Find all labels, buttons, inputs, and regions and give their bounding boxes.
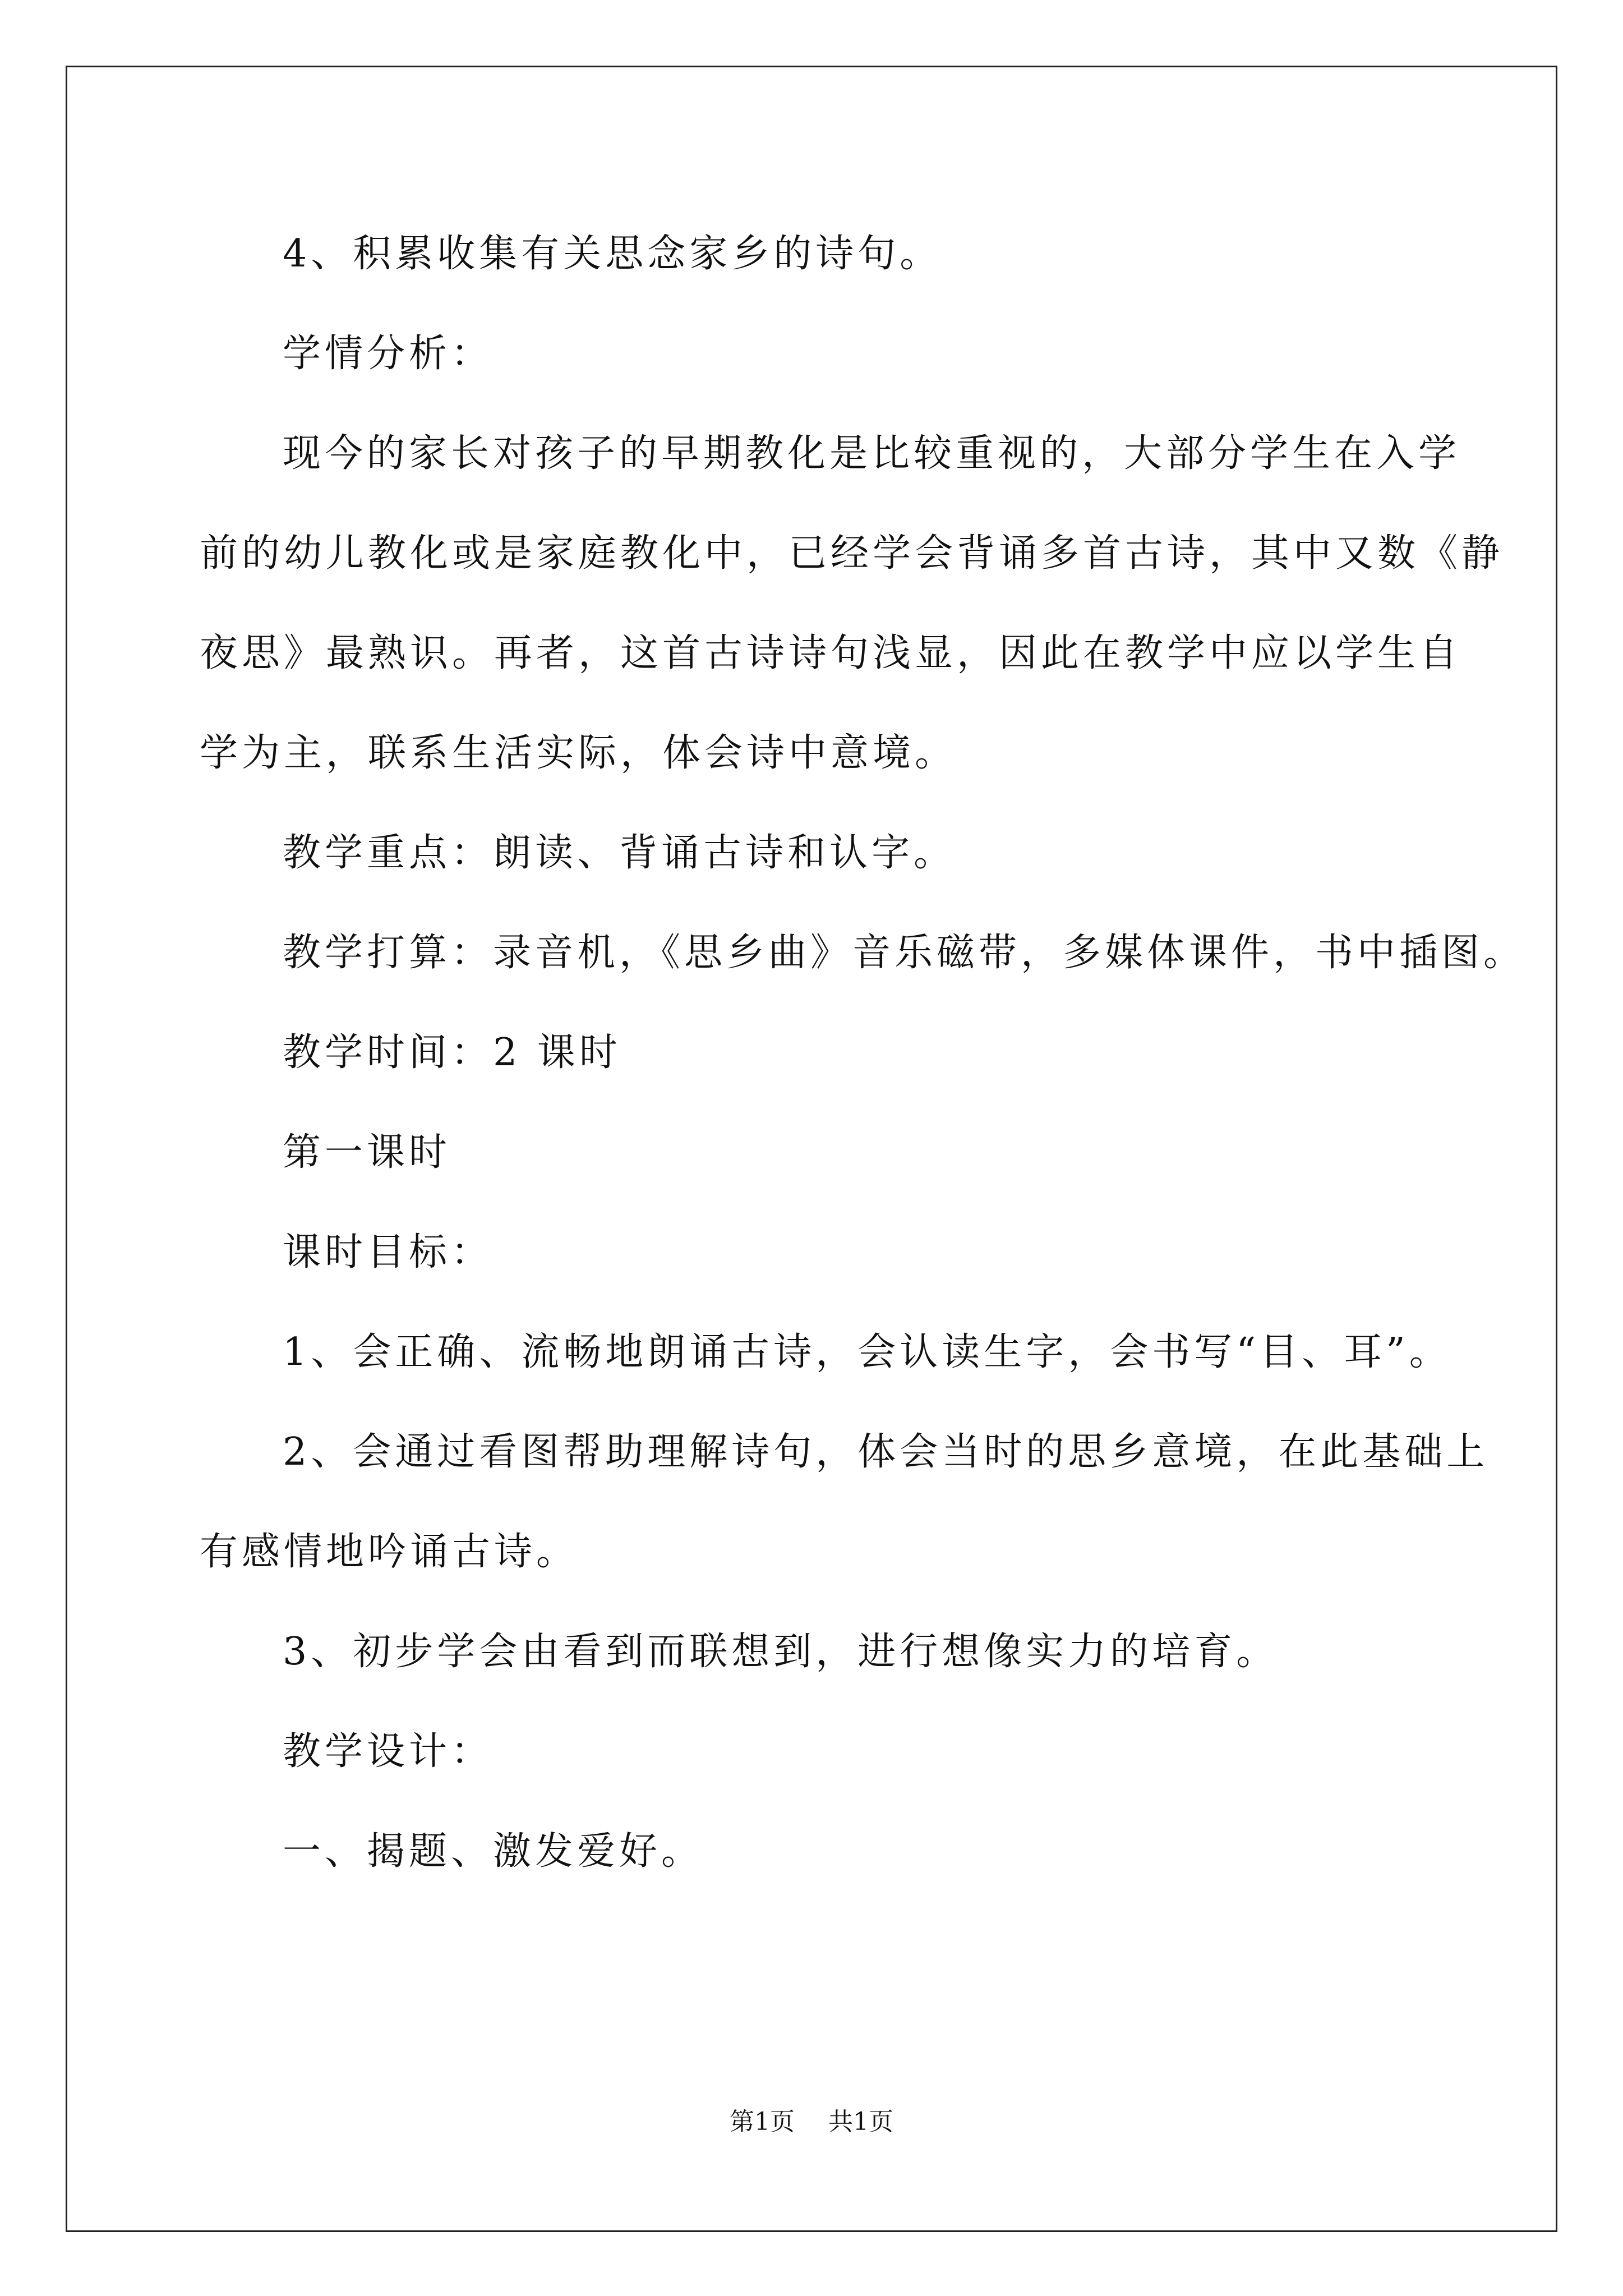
paragraph-line: 2、会通过看图帮助理解诗句，体会当时的思乡意境，在此基础上 bbox=[283, 1430, 1489, 1474]
paragraph-line: 1、会正确、流畅地朗诵古诗，会认读生字，会书写“目、耳”。 bbox=[283, 1330, 1451, 1374]
paragraph-3 bbox=[200, 404, 1504, 803]
paragraph-1 bbox=[200, 204, 1436, 304]
paragraph-line: 教学时间：2 课时 bbox=[283, 1030, 621, 1075]
paragraph-5 bbox=[200, 903, 1526, 1003]
paragraph-line: 教学打算：录音机，《思乡曲》音乐磁带，多媒体课件，书中插图。 bbox=[283, 931, 1526, 975]
paragraph-2 bbox=[200, 304, 1436, 404]
paragraph-line: 学为主，联系生活实际，体会诗中意境。 bbox=[200, 731, 957, 775]
paragraph-line: 4、积累收集有关思念家乡的诗句。 bbox=[283, 232, 942, 276]
section-heading: 教学设计： bbox=[283, 1729, 494, 1774]
page-footer bbox=[0, 2101, 1623, 2137]
page-total: 共1页 bbox=[828, 2108, 893, 2136]
paragraph-line: 教学重点：朗读、背诵古诗和认字。 bbox=[283, 831, 956, 875]
paragraph-line: 3、初步学会由看到而联想到，进行想像实力的培育。 bbox=[283, 1630, 1279, 1674]
paragraph-13 bbox=[200, 1802, 1436, 1902]
page-number: 第1页 bbox=[730, 2108, 795, 2136]
section-heading: 第一课时 bbox=[283, 1130, 451, 1175]
paragraph-7 bbox=[200, 1103, 1436, 1203]
paragraph-line: 一、揭题、激发爱好。 bbox=[283, 1829, 704, 1874]
paragraph-8 bbox=[200, 1203, 1436, 1303]
section-heading: 课时目标： bbox=[283, 1230, 494, 1274]
paragraph-11 bbox=[200, 1602, 1436, 1702]
paragraph-9 bbox=[200, 1303, 1451, 1402]
paragraph-12 bbox=[200, 1702, 1436, 1802]
paragraph-4 bbox=[200, 803, 1436, 903]
paragraph-10 bbox=[200, 1402, 1489, 1602]
paragraph-line: 有感情地吟诵古诗。 bbox=[200, 1530, 579, 1574]
paragraph-line: 现今的家长对孩子的早期教化是比较重视的，大部分学生在入学 bbox=[283, 431, 1461, 476]
paragraph-line: 前的幼儿教化或是家庭教化中，已经学会背诵多首古诗，其中又数《静 bbox=[200, 531, 1504, 576]
paragraph-6 bbox=[200, 1003, 1436, 1103]
paragraph-line: 夜思》最熟识。再者，这首古诗诗句浅显，因此在教学中应以学生自 bbox=[200, 631, 1462, 675]
section-heading: 学情分析： bbox=[283, 332, 494, 376]
